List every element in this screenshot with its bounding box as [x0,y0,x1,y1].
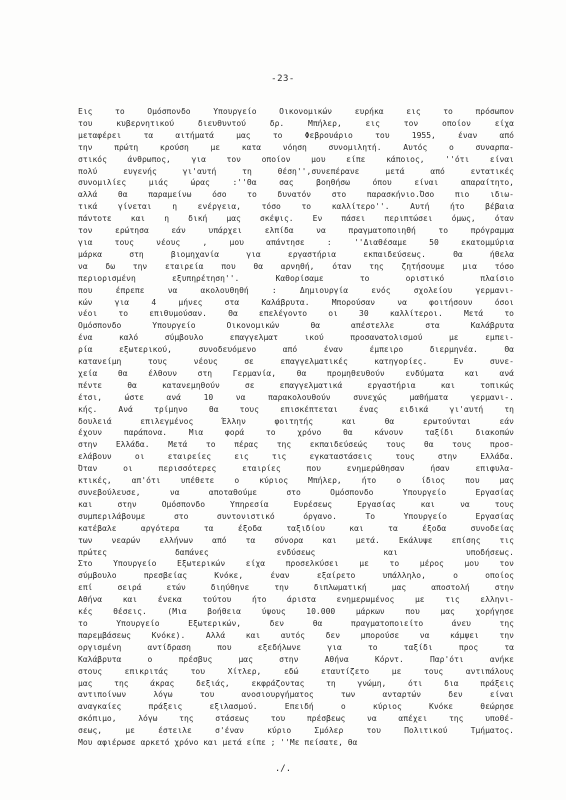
text-line: στικός άνθρωπος, για τον οποίον μου είπε κάποιος, ''ότι είναι [78,154,514,164]
text-line: πολύ ευγενής γι'αυτή τη θέση'',συνεπέρανε μετά από εντατικές [78,166,514,176]
text-line: οργισμένη αντίδραση που εξεδήλωνε για το ταξίδι προς τα [78,642,514,652]
text-line: πάντοτε και η δική μας σκέψις. Εν πάσει περιπτώσει όμως, όταν [78,214,514,224]
text-line: συνεβούλευσε, να αποταθούμε στο Ομόσπονδο Υπουργείο Εργασίας [78,488,514,497]
text-line: Καλάβρυτα ο πρέσβυς μας στην Αθήνα Κόρντ. Παρ'ότι ανήκε [78,654,514,664]
text-line: την πρώτη κρούση με κατα νόηση συνομιλητή. Αυτός ο συναρπα- [78,142,514,152]
text-line: και στην Ομόσπονδο Υπηρεσία Ευρέσεως Εργασίας και να τους [78,499,514,509]
text-line: στους επικριτάς του Χίτλερ, εδώ εταυτίζετο με τους αντιπάλους [78,666,514,676]
text-line: συνομιλίες μιάς ώρας :''Θα σας βοηθήσω όπου είναι απαραίτητο, [78,178,514,188]
text-line: το Υπουργείο Εξωτερικών, δεν θα πραγματοποιείτο άνευ της [78,618,514,628]
text-line: σεως, με έστειλε σ'έναν κύριο Σμόλερ του Πολιτικού Τμήματος. [78,726,514,736]
text-line: χεία θα έλθουν στη Γερμανία, θα προμηθευθούν ενδύματα και ανά [78,368,514,378]
text-line: έχουν παράπονα. Μια φορά το χρόνο θα κάνουν ταξίδι διακοπών [78,428,514,438]
text-line: ελάβουν οι εταιρείες εις τις εγκαταστάσεις τους στην Ελλάδα. [78,452,514,462]
text-line: παρεμβάσεως Κνόκε). Αλλά και αυτός δεν μπορούσε να κάμψει την [78,630,514,640]
text-line: Ομόσπονδο Υπουργείο Οικονομικών θα απέστελλε στα Καλάβρυτα [78,321,514,331]
text-line: του κυβερνητικού διευθυντού δρ. Μπήλερ, εις τον οποίον είχα [78,118,514,128]
text-line: στην Ελλάδα. Μετά το πέρας της εκπαιδεύσεώς τους θα τους προσ- [78,440,514,450]
text-line: μάρκα στη βιομηχανία για εργαστήρια εκπαιδεύσεως. Θα ήθελα [78,249,514,259]
text-line: κής. Ανά τρίμηνο θα τους επισκέπτεται ένας ειδικά γι'αυτή τη [78,404,514,414]
continuation-mark: ./. [274,764,292,774]
text-line: τικά γίνεται η ενέργεια, τόσο το καλλίτερο''. Αυτή ήτο βέβαια [78,202,514,212]
text-line: μεταφέρει τα αιτήματά μας το Φεβρουάριο του 1955, έναν από [78,130,514,140]
text-line: αναγκαίες πράξεις εξιλασμού. Επειδή ο κύριος Κνόκε θεώρησε [78,702,514,712]
text-line: κατέβαλε αργότερα τα έξοδα ταξιδίου και τα έξοδα συνοδείας [78,523,514,533]
text-line: ρία εξωτερικού, συνοδευόμενο από έναν έμπειρο διερμηνέα. Θα [78,345,514,355]
text-line: Εις το Ομόσπονδο Υπουργείο Οικονομικών ευρήκα εις το πρόσωπον [78,107,514,116]
text-line: κές θέσεις. (Μια βοήθεια ύψους 10.000 μάρκων που μας χορήγησε [78,607,514,617]
page-number: -23- [271,74,295,84]
text-line: κτικές, απ'ότι υπέθετε ο κύριος Μπήλερ, ήτο ο ίδιος που μας [78,476,514,486]
text-line: για τους νέους , μου απάντησε : ''Διαθέσαμε 50 εκατομμύρια [78,237,514,247]
text-line: συμπεριλάβουμε στο συντονιστικό όργανο. Το Υπουργείο Εργασίας [78,511,514,521]
text-line: των νεαρών ελλήνων από τα σύνορα και μετά. Εκάλυψε επίσης τις [78,535,514,545]
text-line: έτσι, ώστε ανά 10 να παρακολουθούν συνεχώς μαθήματα γερμανι-. [78,392,514,402]
text-line: πρώτες δαπάνες ενδύσεως και υποδήσεως. [78,547,514,557]
text-line: αλλά θα παραμείνω όσο το δυνατόν στο παρασκήνιο.Όσο πιο ιδιω- [78,190,514,200]
text-line: αντιποίνων λόγω του ανοσιουργήματος των ανταρτών δεν είναι [78,690,514,700]
text-line: Αθήνα και ένεκα τούτου ήτο άριστα ενημερωμένος με τις ελληνι- [78,595,514,605]
text-line: να δω την εταιρεία που θα αρνηθή, όταν της ζητήσουμε μια τόσο [78,261,514,271]
text-line: Στο Υπουργείο Εξωτερικών είχα προσελκύσει με το μέρος μου τον [78,559,514,569]
text-line: κατανείμη τους νέους σε επαγγελματικές κατηγορίες. Εν συνε- [78,357,514,367]
text-line: που έπρεπε να ακολουθηθή : Δημιουργία ενός σχολείου γερμανι- [78,285,514,295]
text-line: Μου αφιέρωσε αρκετό χρόνο και μετά είπε ; ''Με πείσατε, θα [78,738,358,748]
text-line: σύμβουλο πρεσβείας Κνόκε, έναν εξαίρετο υπάλληλο, ο οποίος [78,571,514,581]
text-line: Όταν οι περισσότερες εταιρίες που ενημερώθησαν ήσαν επιφυλα- [78,464,514,474]
text-line: σκόπιμο, λόγω της στάσεως του πρέσβεως να απέχει της υποθέ- [78,714,514,724]
text-line: δουλειά επιλεγμένος Έλλην φοιτητής και θα ερωτούνται εάν [78,416,514,426]
text-line: επί σειρά ετών διηύθηνε την διπλωματική μας αποστολή στην [78,583,514,593]
text-line: νέοι το επιθυμούσαν. Θα επελέγοντο οι 30 καλλίτεροι. Μετά το [78,309,514,319]
text-line: μας της άκρας δεξιάς, εκφράζοντας τη γνώμη, ότι δια πράξεις [78,678,514,688]
text-line: τον ερώτησα εάν υπάρχει ελπίδα να πραγματοποιηθή το πρόγραμμα [78,226,514,236]
text-line: πέντε θα κατανεμηθούν σε επαγγελματικά εργαστήρια και τοπικώς [78,380,514,390]
text-line: κών για 4 μήνες στα Καλάβρυτα. Μπορούσαν να φοιτήσουν όσοι [78,297,514,307]
text-line: περιορισμένη εξυπηρέτηση''. Καθορίσαμε το οριστικό πλαίσιο [78,273,514,283]
text-line: ένα καλό σύμβουλο επαγγελματ ικού προσανατολισμού με εμπει- [78,333,514,343]
body-text [78,106,514,749]
